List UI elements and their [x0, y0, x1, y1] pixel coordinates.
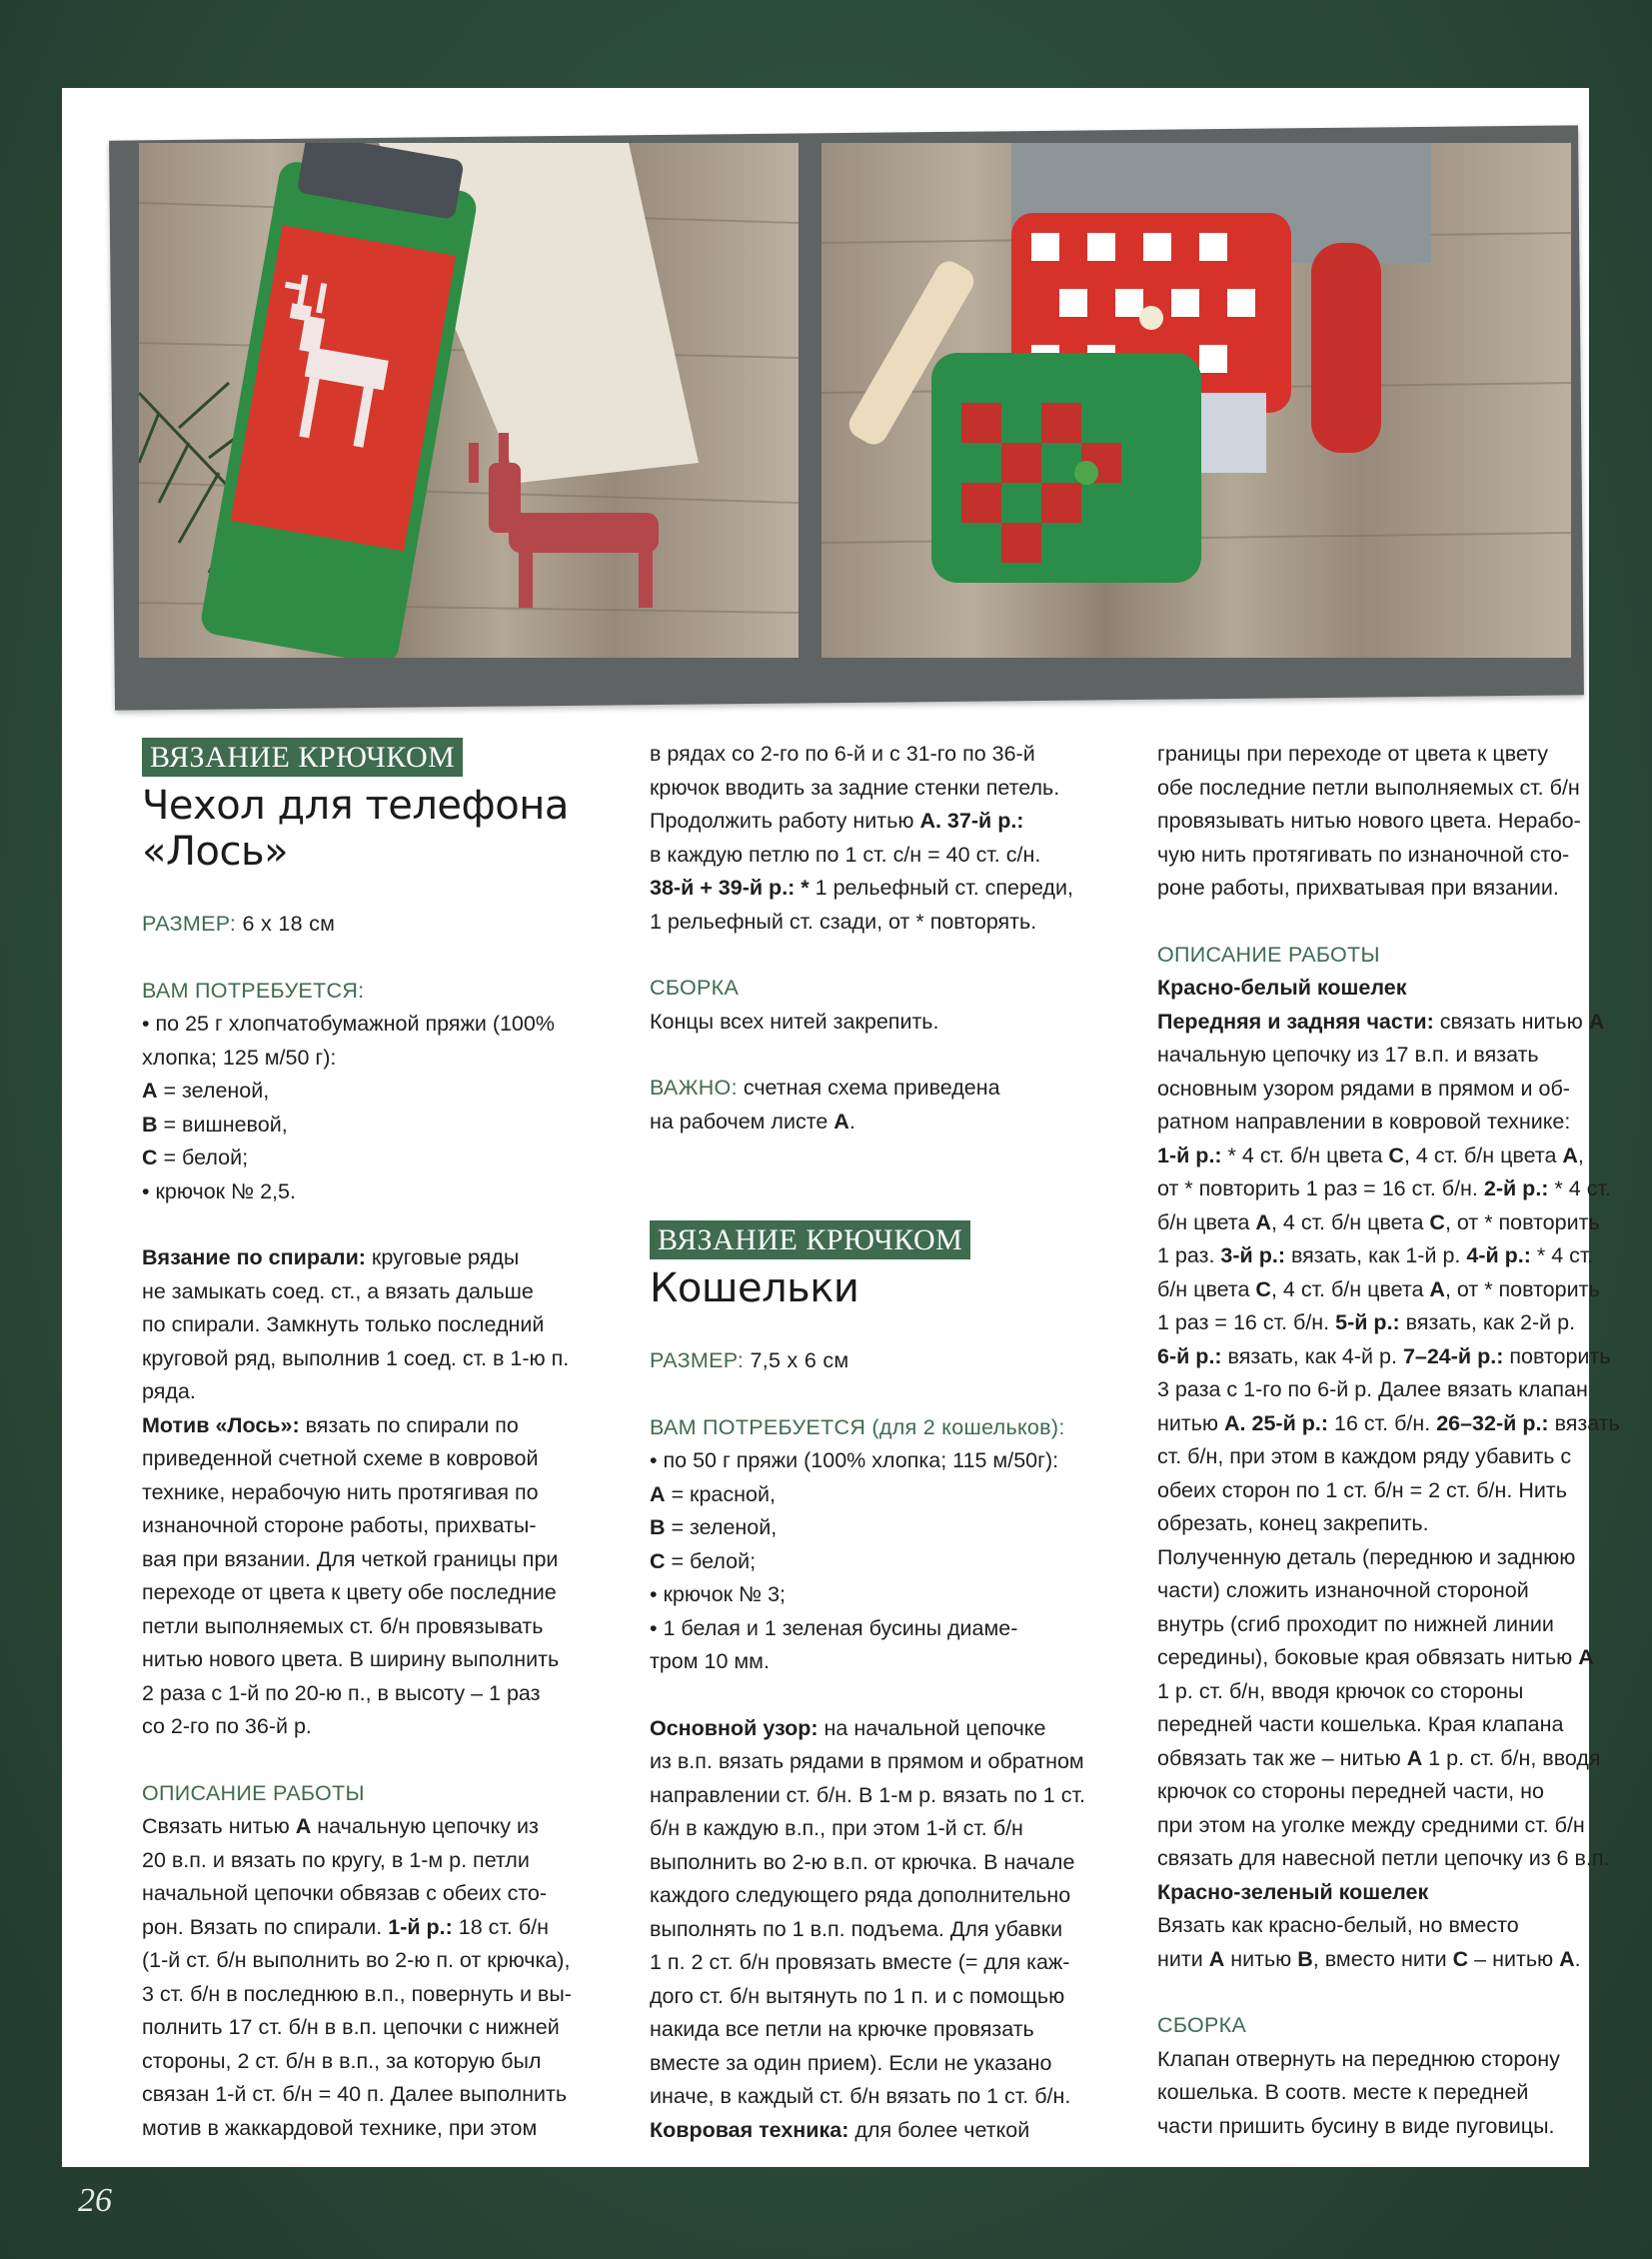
size-line: РАЗМЕР: 6 х 18 см [142, 912, 336, 936]
pattern-paragraph: Основной узор: на начальной цепочке [650, 1715, 1046, 1740]
assembly-heading: СБОРКА [1157, 2013, 1247, 2037]
column-3: границы при переходе от цвета к цвету обе последние петли выполняемых ст. б/н провязывать нитью нового цвета. Нерабо- чую нить протягивать по изнаночной сто- роне работы, прихватывая при вязании. ОПИСАНИЕ РАБОТЫ Красно-белый кошелек Передняя и задняя части: связать нитью A начальную цепочку из 17 в.п. и вязать основным узором рядами в прямом и об- ратном направлении в ковровой технике: 1-й р.: * 4 ст. б/н цвета C, 4 ст. б/н цвета A, от * повторить 1 раз = 16 ст. б/н. 2-й р.: * 4 ст. б/н цвета A, 4 ст. б/н цвета C, от * повторить 1 раз. 3-й р.: вязать, как 1-й р. 4-й р.: * 4 ст. б/н цвета C, 4 ст. б/н цвета A, от * повторить 1 раз = 16 ст. б/н. 5-й р.: вязать, как 2-й р. 6-й р.: вязать, как 4-й р. 7–24-й р.: повторить 3 раза с 1-го по 6-й р. Далее вязать клапан нитью A. 25-й р.: 16 ст. б/н. 26–32-й р.: вязать ст. б/н, при этом в каждом ряду убавить с обеих сторон по 1 ст. б/н = 2 ст. б/н. Нить обрезать, конец закрепить. Полученную деталь (переднюю и заднюю части) сложить изнаночной стороной внутрь (сгиб проходит по нижней линии середины), боковые края обвязать нитью A 1 р. ст. б/н, вводя крючок со стороны передней части кошелька. Края клапана обвязать так же – нитью A 1 р. ст. б/н, вводя крючок со стороны передней части, но при этом на уголке между средними ст. б/н связать для навесной петли цепочку из 6 в.п. Красно-зеленый кошелек Вязать как красно-белый, но вместо нити A нитью B, вместо нити C – нитью A. СБОРКА Клапан отвернуть на переднюю сторону кошелька. В соотв. месте к передней части пришить бусину в виде пуговицы. [1157, 738, 1637, 2143]
needs-item: C = белой; [142, 1145, 249, 1169]
needs-item: • крючок № 2,5. [142, 1178, 296, 1203]
size-line: РАЗМЕР: 7,5 х 6 см [650, 1348, 849, 1372]
needs-item: A = зеленой, [142, 1079, 270, 1103]
phone-cover-photo [139, 143, 799, 658]
section-tag: ВЯЗАНИЕ КРЮЧКОМ [650, 1220, 970, 1259]
work-heading: ОПИСАНИЕ РАБОТЫ [1157, 942, 1380, 967]
carpet-paragraph: Ковровая техника: для более четкой [650, 2117, 1030, 2142]
work-heading: ОПИСАНИЕ РАБОТЫ [142, 1780, 365, 1805]
needs-item: B = вишневой, [142, 1112, 288, 1136]
column-1: ВЯЗАНИЕ КРЮЧКОМ Чехол для телефона «Лось» РАЗМЕР: 6 х 18 см ВАМ ПОТРЕБУЕТСЯ: • по 25 г хлопчатобумажной пряжи (100% хлопка; 125 м/50 г): A = зеленой, B = вишневой, C = белой; • крючок № 2,5. Вязание по спирали: круговые ряды не замыкать соед. ст., а вязать дальше по спирали. Замкнуть только последний круговой ряд, выполнив 1 соед. ст. в 1-ю п. ряда. Мотив «Лось»: вязать по спирали по приведенной счетной схеме в ковровой технике, нерабочую нить протягивая по изнаночной стороне работы, прихваты- вая при вязании. Для четкой границы при переходе от цвета к цвету обе последние петли выполняемых ст. б/н провязывать нитью нового цвета. В ширину выполнить 2 раза с 1-й по 20-ю п., в высоту – 1 раз со 2-го по 36-й р. ОПИСАНИЕ РАБОТЫ Связать нитью A начальную цепочку из 20 в.п. и вязать по кругу, в 1-м р. петли начальной цепочки обвязав с обеих сто- рон. Вязать по спирали. 1-й р.: 18 ст. б/н (1-й ст. б/н выполнить во 2-ю п. от крючка), 3 ст. б/н в последнюю в.п., повернуть и вы- полнить 17 ст. б/н в в.п. цепочки с нижней стороны, 2 ст. б/н в в.п., за которую был связан 1-й ст. б/н = 40 п. Далее выполнить мотив в жаккардовой технике, при этом [142, 738, 622, 2145]
spiral-paragraph: Вязание по спирали: круговые ряды [142, 1245, 520, 1269]
assembly-heading: СБОРКА [650, 976, 740, 1000]
purses-photo [822, 143, 1571, 658]
phone-cover-illustration [139, 143, 799, 658]
important-note: ВАЖНО: счетная схема приведена [650, 1076, 1000, 1100]
purses-illustration [822, 143, 1571, 658]
article-title: Чехол для телефона «Лось» [142, 783, 569, 875]
chocolate-santa [1311, 243, 1381, 453]
needs-heading: ВАМ ПОТРЕБУЕТСЯ: [142, 978, 365, 1003]
column-2: в рядах со 2-го по 6-й и с 31-го по 36-й крючок вводить за задние стенки петель. Продолжить работу нитью A. 37-й р.: в каждую петлю по 1 ст. с/н = 40 ст. с/н. 38-й + 39-й р.: * 1 рельефный ст. спереди, 1 рельефный ст. сзади, от * повторять. СБОРКА Концы всех нитей закрепить. ВАЖНО: счетная схема приведена на рабочем листе A. ВЯЗАНИЕ КРЮЧКОМ Кошельки РАЗМЕР: 7,5 х 6 см ВАМ ПОТРЕБУЕТСЯ (для 2 кошельков): • по 50 г пряжи (100% хлопка; 115 м/50г): A = красной, B = зеленой, C = белой; • крючок № 3; • 1 белая и 1 зеленая бусины диаме- тром 10 мм. Основной узор: на начальной цепочке из в.п. вязать рядами в прямом и обратном направлении ст. б/н. В 1-м р. вязать по 1 ст. б/н в каждую в.п., при этом 1-й ст. б/н выполнить во 2-ю в.п. от крючка. В начале каждого следующего ряда дополнительно выполнять по 1 в.п. подъема. Для убавки 1 п. 2 ст. б/н провязать вместе (= для каж- дого ст. б/н вытянуть по 1 п. и с помощью накида все петли на крючке провязать вместе за один прием). Если не указано иначе, в каждый ст. б/н вязать по 1 ст. б/н. Ковровая техника: для более четкой [650, 738, 1129, 2147]
red-green-purse [931, 353, 1201, 583]
motif-paragraph: Мотив «Лось»: вязать по спирали по [142, 1412, 519, 1437]
needs-item: • по 25 г хлопчатобумажной пряжи (100% [142, 1012, 555, 1036]
needs-item: хлопка; 125 м/50 г): [142, 1045, 337, 1070]
magazine-page [62, 88, 1620, 2167]
page-number: 26 [78, 2182, 112, 2219]
needs-heading: ВАМ ПОТРЕБУЕТСЯ (для 2 кошельков): [650, 1414, 1065, 1439]
section-tag: ВЯЗАНИЕ КРЮЧКОМ [142, 738, 463, 777]
article-title: Кошельки [650, 1265, 859, 1311]
